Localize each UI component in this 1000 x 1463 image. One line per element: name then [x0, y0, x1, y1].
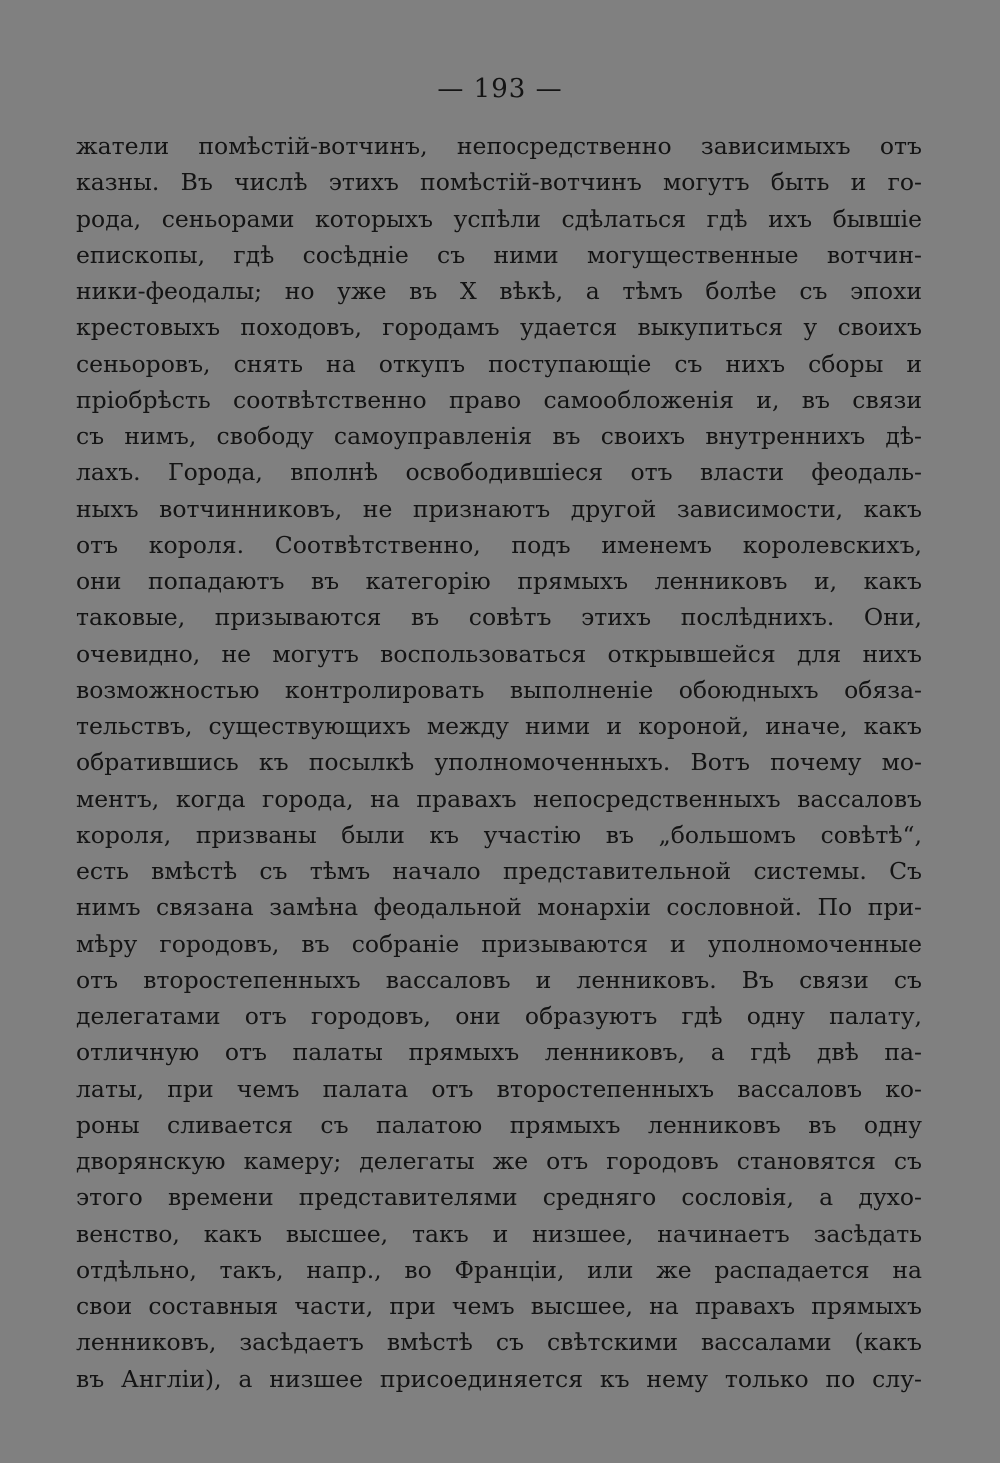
- text-line: роны сливается съ палатою прямыхъ ленниковъ въ одну: [76, 1110, 922, 1139]
- text-line: есть вмѣстѣ съ тѣмъ начало представительной системы. Съ: [76, 857, 922, 885]
- text-line: ленниковъ, засѣдаетъ вмѣстѣ съ свѣтскими вассалами (какъ: [76, 1328, 922, 1357]
- text-line: рода, сеньорами которыхъ успѣли сдѣлаться гдѣ ихъ бывшіе: [76, 204, 922, 233]
- text-line: съ нимъ, свободу самоуправленія въ своихъ внутреннихъ дѣ-: [76, 422, 922, 450]
- text-line: делегатами отъ городовъ, они образуютъ гдѣ одну палату,: [76, 1002, 922, 1030]
- text-line: короля, призваны были къ участію въ „большомъ совѣтѣ“,: [76, 820, 922, 849]
- text-line: дворянскую камеру; делегаты же отъ городовъ становятся съ: [76, 1147, 922, 1175]
- text-line: ментъ, когда города, на правахъ непосредственныхъ вассаловъ: [76, 784, 922, 813]
- text-line: ники-феодалы; но уже въ X вѣкѣ, а тѣмъ болѣе съ эпохи: [76, 277, 922, 305]
- body-text: [76, 128, 922, 1397]
- text-line: отъ второстепенныхъ вассаловъ и ленниковъ. Въ связи съ: [76, 965, 922, 994]
- text-line: венство, какъ высшее, такъ и низшее, начинаетъ засѣдать: [76, 1219, 922, 1248]
- text-line: тельствъ, существующихъ между ними и короной, иначе, какъ: [76, 712, 922, 740]
- text-line: очевидно, не могутъ воспользоваться открывшейся для нихъ: [76, 639, 922, 668]
- text-line: епископы, гдѣ сосѣдніе съ ними могущественные вотчин-: [76, 240, 922, 269]
- text-line: латы, при чемъ палата отъ второстепенныхъ вассаловъ ко-: [76, 1074, 922, 1103]
- text-line: казны. Въ числѣ этихъ помѣстій-вотчинъ могутъ быть и го-: [76, 168, 922, 197]
- text-line: жатели помѣстій-вотчинъ, непосредственно зависимыхъ отъ: [76, 132, 922, 160]
- text-line: они попадаютъ въ категорію прямыхъ ленниковъ и, какъ: [76, 567, 922, 595]
- text-line: лахъ. Города, вполнѣ освободившіеся отъ власти феодаль-: [76, 458, 922, 487]
- text-line: нимъ связана замѣна феодальной монархіи сословной. По при-: [76, 893, 922, 922]
- text-line: пріобрѣсть соотвѣтственно право самообложенія и, въ связи: [76, 385, 922, 414]
- text-line: возможностью контролировать выполненіе обоюдныхъ обяза-: [76, 675, 922, 704]
- text-line: отдѣльно, такъ, напр., во Франціи, или же распадается на: [76, 1255, 922, 1284]
- text-line: въ Англіи), а низшее присоединяется къ нему только по слу-: [76, 1364, 922, 1393]
- text-line: свои составныя части, при чемъ высшее, на правахъ прямыхъ: [76, 1292, 922, 1320]
- text-line: таковые, призываются въ совѣтъ этихъ послѣднихъ. Они,: [76, 603, 922, 632]
- text-line: отличную отъ палаты прямыхъ ленниковъ, а гдѣ двѣ па-: [76, 1038, 922, 1067]
- text-line: мѣру городовъ, въ собраніе призываются и уполномоченные: [76, 929, 922, 958]
- text-line: крестовыхъ походовъ, городамъ удается выкупиться у своихъ: [76, 313, 922, 342]
- text-line: отъ короля. Соотвѣтственно, подъ именемъ королевскихъ,: [76, 530, 922, 559]
- page-number: — 193 —: [437, 74, 563, 104]
- text-line: сеньоровъ, снять на откупъ поступающіе съ нихъ сборы и: [76, 349, 922, 378]
- text-line: обратившись къ посылкѣ уполномоченныхъ. Вотъ почему мо-: [76, 748, 922, 777]
- text-line: ныхъ вотчинниковъ, не признаютъ другой зависимости, какъ: [76, 494, 922, 523]
- text-line: этого времени представителями средняго сословія, а духо-: [76, 1183, 922, 1212]
